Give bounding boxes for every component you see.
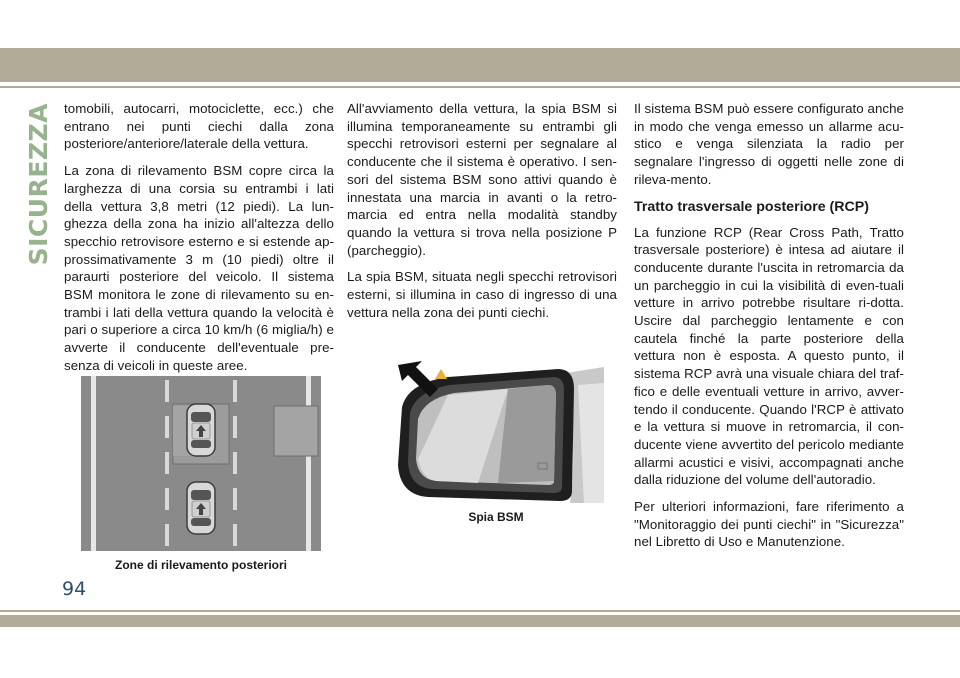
section-tab: SICUREZZA [24,103,53,266]
rcp-heading: Tratto trasversale posteriore (RCP) [634,198,869,215]
footer-rule [0,610,960,612]
header-band [0,48,960,82]
side-mirror-icon [388,355,604,503]
column-3 [634,100,904,560]
col2-paragraph-1: All'avviamento della vettura, la spia BSM si illumina temporaneamente su entrambi gli specchi retrovisori esterni per segnalare al conducente che il sistema è operativo. I sen-sori del sistema BSM sono attivi quando è innestata una marcia in avanti o la retro-marcia ed entra nella modalità standby quando la vettura si trova nella posizione P (parcheggio). [347,101,617,258]
column-2 [347,100,617,330]
col3-paragraph-3: Per ulteriori informazioni, fare riferimento a "Monitoraggio dei punti ciechi" in "Sicurezza" nel Libretto di Uso e Manutenzione. [634,499,904,550]
detection-zones-diagram [81,376,321,551]
footer-band [0,615,960,627]
col1-paragraph-2: La zona di rilevamento BSM copre circa la larghezza di una corsia su entrambi i lati della vettura 3,8 metri (12 piedi). La lun-ghezza della zona ha inizio all'altezza dello specchio retrovisore esterno e si estende ap-prossimativamente 3 m (10 piedi) oltre il paraurti posteriore del veicolo. Il sistema BSM monitora le zone di rilevamento su en-trambi i lati della vettura quando la velocità è pari o superiore a circa 10 km/h (6 miglia/h) e avverte il conducente dell'eventuale pre-senza di veicoli in queste aree. [64,163,334,373]
car-top-view-icon [187,404,215,456]
detection-zones-figure [81,376,321,551]
col3-paragraph-1: Il sistema BSM può essere configurato anche in modo che venga emesso un allarme acu-stico e venga silenziata la radio per segnalare l'ingresso di oggetti nelle zone di rileva-mento. [634,101,904,187]
col1-paragraph-1: tomobili, autocarri, motociclette, ecc.) che entrano nei punti ciechi dalla zona posteriore/anteriore/laterale della vettura. [64,101,334,152]
car-top-view-icon [187,482,215,534]
page-number: 94 [62,578,87,600]
col3-paragraph-2: La funzione RCP (Rear Cross Path, Tratto trasversale posteriore) è intesa ad aiutare il conducente durante l'uscita in retromarcia da un parcheggio in cui la visibilità di even-tuali vetture in arrivo potrebbe risultare ri-dotta. Uscire dal parcheggio lentamente e con cautela finché la parte posteriore della vettura non è esposta. A questo punto, il sistema RCP avrà una visuale chiara del traf-fico e delle eventuali vetture in arrivo, avver-tendo il conducente. Quando l'RCP è attivato e la vettura si muove in retromarcia, il con-ducente viene avvertito del pericolo mediante allarmi acustici e visivi, accompagnati anche dalla riduzione del volume dell'autoradio. [634,224,904,488]
detection-zones-caption: Zone di rilevamento posteriori [114,558,288,572]
col2-paragraph-2: La spia BSM, situata negli specchi retrovisori esterni, si illumina in caso di ingresso di una vettura nella zona dei punti ciechi. [347,269,617,320]
column-1 [64,100,334,384]
header-rule [0,86,960,88]
bsm-mirror-caption: Spia BSM [468,510,524,524]
bsm-mirror-figure [388,355,604,503]
